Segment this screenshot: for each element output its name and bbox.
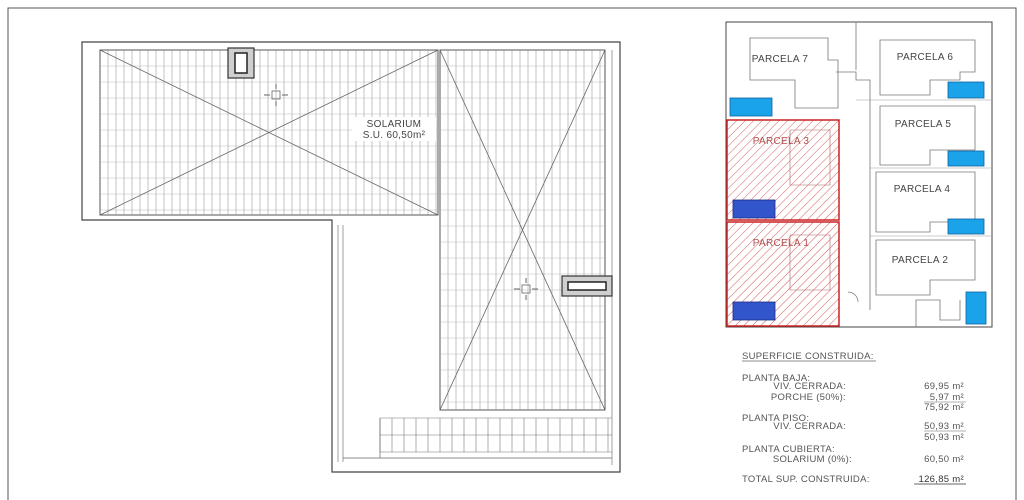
viv-cerrada-label: VIV. CERRADA:: [773, 421, 846, 432]
parcel-label: PARCELA 7: [751, 54, 809, 65]
pool-icon: [733, 200, 775, 218]
pool-icon: [948, 219, 984, 234]
viv-cerrada-value: 69,95 m²: [924, 381, 964, 392]
drain-icon: [514, 278, 538, 300]
building-outline: [750, 38, 838, 108]
chimney-opening: [235, 53, 247, 73]
building-outline: [876, 240, 975, 295]
planta-baja-subtotal: 75,92 m²: [924, 402, 964, 413]
parcel-label: PARCELA 5: [894, 119, 952, 130]
areas-table: [742, 351, 966, 485]
areas-title: SUPERFICIE CONSTRUIDA:: [742, 351, 874, 362]
parcel-label: PARCELA 2: [891, 255, 949, 266]
door-swing: [848, 292, 858, 302]
total-value: 126,85 m²: [918, 474, 964, 485]
pool-icon: [966, 292, 986, 324]
parcel-label: PARCELA 1: [752, 238, 810, 249]
parcel-label: PARCELA 4: [893, 184, 951, 195]
porche-label: PORCHE (50%):: [770, 392, 846, 403]
site-plan: [726, 22, 992, 327]
solarium-area: S.U. 60,50m²: [362, 130, 426, 141]
viv-cerrada-value: 50,93 m²: [924, 421, 964, 432]
parcel-label: PARCELA 6: [896, 52, 954, 63]
roof-stairs: [380, 418, 612, 458]
building-outline: [916, 300, 960, 327]
viv-cerrada-label: VIV. CERRADA:: [773, 381, 846, 392]
planta-piso-subtotal: 50,93 m²: [924, 432, 964, 443]
passage-outline: [836, 72, 870, 310]
total-label: TOTAL SUP. CONSTRUIDA:: [742, 474, 870, 485]
chimney-opening: [568, 282, 606, 290]
planta-baja-heading: PLANTA BAJA:: [742, 373, 811, 384]
pool-icon: [948, 151, 984, 166]
parcel-label: PARCELA 3: [752, 136, 810, 147]
porche-value: 5,97 m²: [929, 392, 964, 403]
pool-icon: [730, 98, 772, 116]
planta-cubierta-heading: PLANTA CUBIERTA:: [742, 444, 835, 455]
roof-outer-outline: [82, 42, 620, 472]
pool-icon: [948, 82, 984, 98]
solarium-label: SOLARIUM (0%):: [772, 454, 852, 465]
solarium-label: SOLARIUM: [366, 119, 422, 130]
solarium-value: 60,50 m²: [924, 454, 964, 465]
pool-icon: [733, 302, 775, 320]
planta-piso-heading: PLANTA PISO:: [742, 413, 810, 424]
roof-plan: [82, 42, 620, 472]
